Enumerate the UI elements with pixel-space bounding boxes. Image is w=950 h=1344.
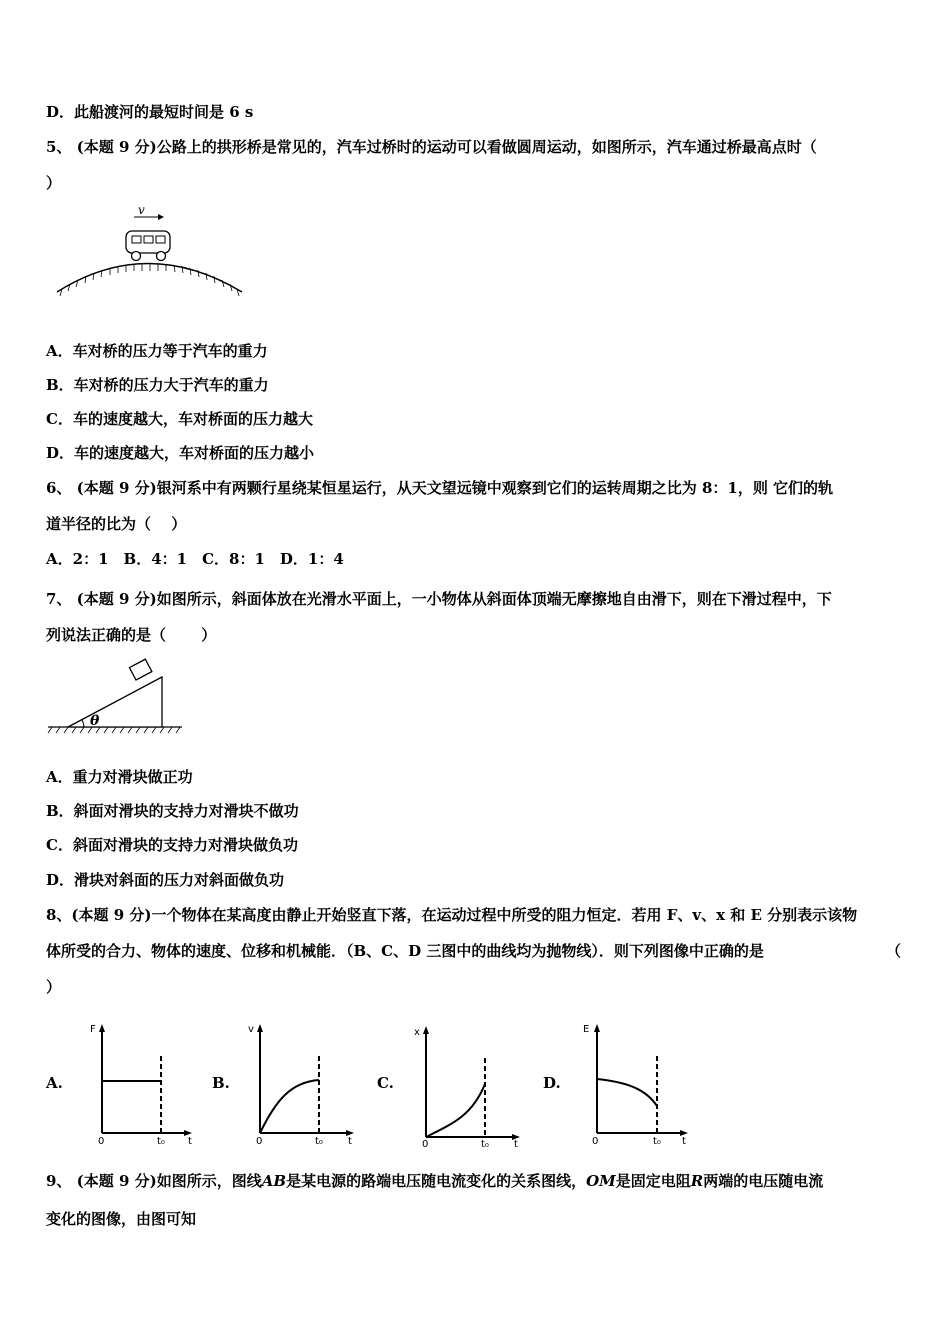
graph-a-t: t: [188, 1136, 192, 1147]
q8-graph-a: [88, 1020, 198, 1148]
graph-d-origin: 0: [592, 1136, 599, 1147]
q7-option-c: C．斜面对滑块的支持力对滑块做负功: [46, 836, 298, 854]
q8-graph-b: [246, 1020, 360, 1148]
graph-c-ylabel: x: [414, 1027, 420, 1038]
graph-b-ylabel: v: [248, 1024, 254, 1035]
arch-bridge-car-figure: [52, 200, 252, 305]
graph-d-t: t: [682, 1136, 686, 1147]
graph-d-ylabel: E: [583, 1024, 590, 1035]
q5-stem-line2: ）: [46, 174, 62, 192]
theta-label: θ: [90, 713, 100, 729]
q7-option-b: B．斜面对滑块的支持力对滑块不做功: [46, 802, 299, 820]
q8-graph-d: [580, 1020, 694, 1148]
q8-graph-d-letter: D.: [543, 1074, 561, 1092]
q4-option-d: D．此船渡河的最短时间是 6 s: [46, 103, 254, 121]
graph-b-t: t: [348, 1136, 352, 1147]
q8-graph-b-letter: B.: [212, 1074, 230, 1092]
graph-a-t0: t₀: [157, 1136, 165, 1147]
q5-option-a: A．车对桥的压力等于汽车的重力: [46, 342, 268, 360]
q7-option-d: D．滑块对斜面的压力对斜面做负功: [46, 871, 285, 889]
q9-stem-part-a: 9、 (本题 9 分)如图所示，图线: [46, 1172, 262, 1190]
graph-c-origin: 0: [422, 1139, 429, 1148]
graph-c-t0: t₀: [481, 1139, 489, 1148]
q9-stem-part-d: 两端的电压随电流: [703, 1172, 824, 1190]
graph-d-t0: t₀: [653, 1136, 661, 1147]
q9-stem-line1: [46, 1171, 823, 1191]
q9-ab: AB: [261, 1172, 287, 1190]
graph-b-t0: t₀: [315, 1136, 323, 1147]
q7-option-a: A．重力对滑块做正功: [46, 768, 193, 786]
q5-stem-line1: 5、 (本题 9 分)公路上的拱形桥是常见的，汽车过桥时的运动可以看做圆周运动，如图所示，汽车通过桥最高点时（: [46, 138, 817, 156]
graph-c-t: t: [514, 1139, 518, 1148]
q5-option-c: C．车的速度越大，车对桥面的压力越大: [46, 410, 313, 428]
q8-graph-c: [412, 1020, 526, 1148]
q6-stem-line1: 6、 (本题 9 分)银河系中有两颗行星绕某恒星运行，从天文望远镜中观察到它们的运转周期之比为 8：1，则 它们的轨: [46, 479, 834, 497]
q8-stem-line2: 体所受的合力、物体的速度、位移和机械能．（B、C、D 三图中的曲线均为抛物线）．则下列图像中正确的是: [46, 942, 764, 960]
q9-stem-part-c: 是固定电阻: [615, 1172, 691, 1190]
velocity-label: v: [138, 203, 145, 217]
graph-a-ylabel: F: [90, 1024, 96, 1035]
q5-option-d: D．车的速度越大，车对桥面的压力越小: [46, 444, 315, 462]
q9-stem-line2: 变化的图像，由图可知: [46, 1210, 197, 1228]
q7-stem-line2: 列说法正确的是（ ）: [46, 626, 217, 644]
q9-om: OM: [586, 1172, 616, 1190]
q9-stem-part-b: 是某电源的路端电压随电流变化的关系图线，: [286, 1172, 587, 1190]
q6-options: A．2：1 B．4：1 C．8：1 D．1：4: [46, 550, 344, 568]
q9-r: R: [690, 1172, 704, 1190]
q8-graph-c-letter: C.: [377, 1074, 394, 1092]
q6-stem-line2: 道半径的比为（ ）: [46, 515, 187, 533]
q5-option-b: B．车对桥的压力大于汽车的重力: [46, 376, 269, 394]
graph-b-origin: 0: [256, 1136, 263, 1147]
q7-stem-line1: 7、 (本题 9 分)如图所示，斜面体放在光滑水平面上，一小物体从斜面体顶端无摩擦地自由滑下，则在下滑过程中，下: [46, 590, 832, 608]
incline-figure: [46, 655, 186, 735]
q8-stem-paren: （: [886, 942, 902, 960]
q8-graph-a-letter: A.: [46, 1074, 63, 1092]
q8-stem-line1: 8、(本题 9 分)一个物体在某高度由静止开始竖直下落，在运动过程中所受的阻力恒定．若用 F、v、x 和 E 分别表示该物: [46, 906, 858, 924]
q8-stem-line3: ）: [46, 978, 62, 996]
graph-a-origin: 0: [98, 1136, 105, 1147]
